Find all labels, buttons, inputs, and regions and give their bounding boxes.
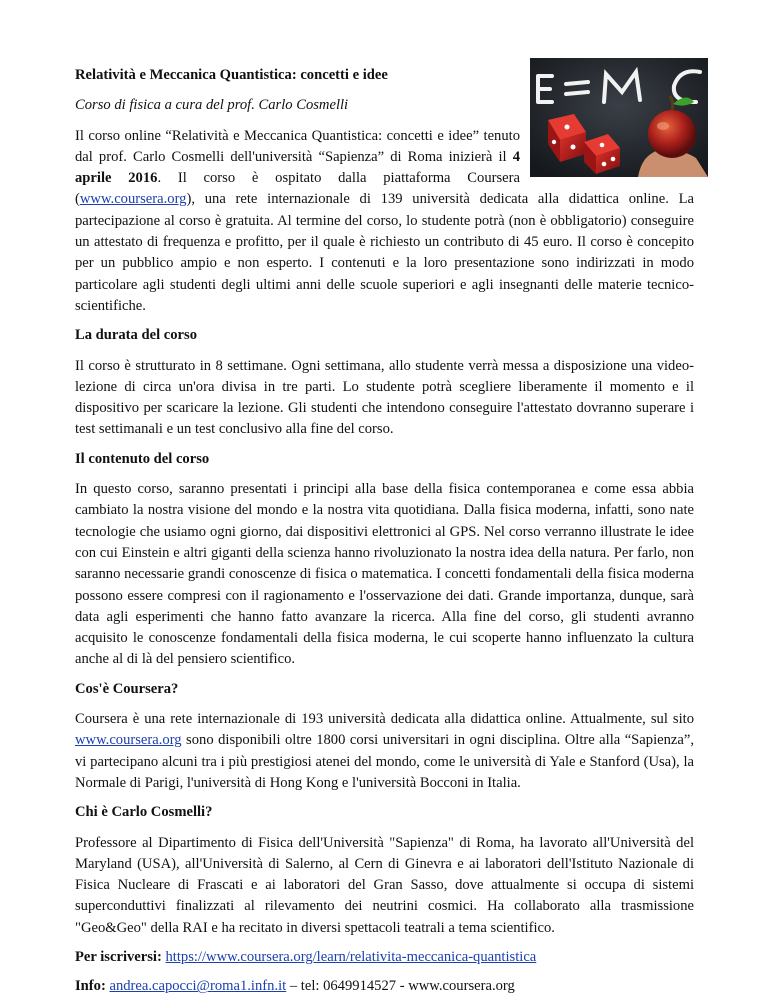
document-page bbox=[75, 58, 694, 1006]
signup-link[interactable]: https://www.coursera.org/learn/relativita-meccanica-quantistica bbox=[165, 948, 537, 965]
section-heading-durata: La durata del corso bbox=[75, 327, 198, 344]
intro-text-2: . Il corso è ospitato dalla piattaforma Coursera ( bbox=[75, 170, 520, 208]
document-title: Relatività e Meccanica Quantistica: concetti e idee bbox=[75, 67, 388, 83]
section-heading-cosmelli: Chi è Carlo Cosmelli? bbox=[75, 804, 213, 821]
signup-label: Per iscriversi: bbox=[75, 948, 162, 965]
section-body-durata: Il corso è strutturato in 8 settimane. Ogni settimana, allo studente verrà messa a disposizione una video-lezione di circa un'ora divisa in tre parti. Lo studente potrà scegliere liberamente il momento e il dispositivo per scaricare la lezione. Gli studenti che intendono conseguire l'attestato dovranno superare i test settimanali e un test conclusivo alla fine del corso. bbox=[75, 357, 694, 438]
section-heading-coursera: Cos'è Coursera? bbox=[75, 680, 179, 697]
section-body-coursera bbox=[75, 709, 694, 794]
coursera-text-1: Coursera è una rete internazionale di 193 università dedicata alla didattica online. Attualmente, sul sito bbox=[75, 711, 694, 728]
intro-text-3: ), una rete internazionale di 139 università dedicata alla didattica online. La partecipazione al corso è gratuita. Al termine del corso, lo studente potrà (non è obbligatorio) conseguire un attestato di frequenza e profitto, per il quale è richiesto un contributo di 45 euro. Il corso è concepito per un pubblico ampio e non esperto. I contenuti e la loro presentazione sono indirizzati in modo particolare agli studenti degli ultimi anni delle scuole superiori e agli insegnanti delle materie tecnico-scientifiche. bbox=[75, 191, 694, 314]
info-label: Info: bbox=[75, 978, 106, 995]
intro-text-1: Il corso online “Relatività e Meccanica Quantistica: concetti e idee” tenuto dal prof. Carlo Cosmelli dell'università “Sapienza” di Roma inizierà il bbox=[75, 127, 520, 165]
document-subtitle: Corso di fisica a cura del prof. Carlo Cosmelli bbox=[75, 97, 349, 114]
coursera-text-2: sono disponibili oltre 1800 corsi universitari in ogni disciplina. Oltre alla “Sapienza”, vi partecipano alcuni tra i più prestigiosi atenei del mondo, come le università di Yale e Stanford (Usa), la Normale di Parigi, l'università di Hong Kong e l'università Bocconi in Italia. bbox=[75, 732, 694, 791]
signup-line bbox=[75, 947, 694, 968]
start-date: 4 aprile 2016 bbox=[75, 148, 520, 187]
section-body-contenuto: In questo corso, saranno presentati i principi alla base della fisica contemporanea e come essa abbia cambiato la nostra visione del mondo e la nostra vita quotidiana. Dalla fisica moderna, infatti, sono nate tecnologie che usiamo ogni giorno, dai dispositivi elettronici al GPS. Nel corso verranno illustrate le idee con cui Einstein e altri giganti della scienza hanno rivoluzionato la nostra idea della natura. Per farlo, non saranno necessarie grandi conoscenze di fisica o matematica. I concetti fondamentali della fisica moderna possono essere compresi con il ragionamento e l'osservazione dei dati. Grande importanza, dunque, sarà data agli esperimenti che hanno fatto avanzare la ricerca. Alla fine del corso, gli studenti avranno acquisito le conoscenze fondamentali della fisica moderna, le cui scoperte hanno influenzato la cultura anche al di là del pensiero scientifico. bbox=[75, 481, 694, 668]
coursera-link[interactable]: www.coursera.org bbox=[79, 191, 187, 208]
section-body-cosmelli: Professore al Dipartimento di Fisica dell'Università "Sapienza" di Roma, ha lavorato all'Università del Maryland (USA), all'Università di Salerno, al Cern di Ginevra e ai laboratori dell'Istituto Nazionale di Fisica Nucleare di Frascati e ai laboratori del Gran Sasso, dove attualmente si occupa di sistemi superconduttivi finalizzati al rilevamento dei neutrini cosmici. Ha collaborato alla trasmissione "Geo&Geo" della RAI e ha recitato in diversi spettacoli teatrali a tema scientifico. bbox=[75, 834, 694, 936]
coursera-site-link[interactable]: www.coursera.org bbox=[75, 732, 182, 749]
info-line bbox=[75, 976, 694, 997]
contact-email-link[interactable]: andrea.capocci@roma1.infn.it bbox=[109, 978, 287, 995]
info-contact-rest: – tel: 0649914527 - www.coursera.org bbox=[286, 978, 515, 995]
section-heading-contenuto: Il contenuto del corso bbox=[75, 450, 210, 467]
chalkboard-dice-apple-image bbox=[530, 58, 708, 177]
